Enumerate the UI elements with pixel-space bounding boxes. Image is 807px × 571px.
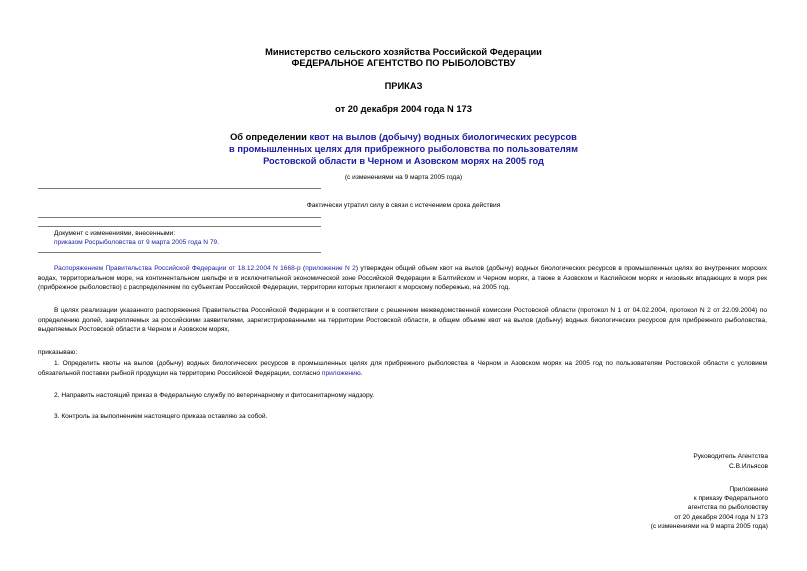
appendix-line-4: от 20 декабря 2004 года N 173: [674, 514, 768, 521]
appendix-2-link[interactable]: приложение N 2: [305, 265, 356, 272]
changes-link[interactable]: приказом Росрыболовства от 9 марта 2005 года N 79.: [54, 239, 219, 246]
divider: [38, 226, 321, 227]
paragraph-1-text: ) утвержден общий объем квот на вылов (добычу) водных биологических ресурсов в промышленных целях во внутренних морских водах, территориальном море, на континентальном шельфе и в исключительной экономической зоне Российской Федерации в Балтийском и Черном морях, а также в Азовском и Каспийском морях и низовьях впадающих в моря рек (прибрежное рыболовство) с распределением по субъектам Российской Федерации, территории которых прилегают к морскому побережью, на 2005 год.: [38, 265, 767, 292]
title-quota-link[interactable]: квот на вылов (добычу) водных биологических ресурсов: [309, 132, 577, 142]
amendment-note: (с изменениями на 9 марта 2005 года): [344, 174, 463, 181]
appendix-line-3: агентства по рыболовству: [687, 504, 768, 511]
title-line-3[interactable]: Ростовской области в Черном и Азовском морях на 2005 год: [263, 156, 544, 166]
document-type: ПРИКАЗ: [384, 81, 423, 91]
signature-name: С.В.Ильясов: [729, 463, 768, 470]
title-line-2[interactable]: в промышленных целях для прибрежного рыболовства по пользователям: [229, 144, 578, 154]
document-title: [0, 131, 807, 167]
order-word: приказываю:: [38, 349, 78, 356]
appendix-line-2: к приказу Федерального: [693, 495, 768, 502]
signature-position: Руководитель Агентства: [693, 453, 768, 460]
ministry-name: Министерство сельского хозяйства Российской Федерации: [265, 47, 542, 57]
paragraph-1: [38, 264, 767, 293]
appendix-line-5: (с изменениями на 9 марта 2005 года): [650, 523, 768, 530]
status-note: Фактически утратил силу в связи с истечением срока действия: [306, 202, 501, 209]
title-prefix: Об определении: [230, 132, 310, 142]
divider: [38, 217, 321, 218]
paren: (: [300, 265, 306, 272]
government-order-link[interactable]: Распоряжением Правительства Российской Федерации от 18.12.2004 N 1668-р: [54, 265, 301, 272]
appendix-line-1: Приложение: [729, 486, 768, 493]
document-date: от 20 декабря 2004 года N 173: [335, 104, 472, 114]
item-1-end: .: [360, 369, 363, 377]
appendix-link[interactable]: приложению: [321, 369, 361, 377]
paragraph-2: В целях реализации указанного распоряжения Правительства Российской Федерации и в соответствии с решением межведомственной комиссии Ростовской области (протокол N 1 от 04.02.2004, протокол N 2 от 22.09.2004) по определению долей, закрепляемых за российскими заявителями, зарегистрированными на территории Ростовской области, в общем объеме квот на вылов (добычу) водных биологических ресурсов для прибрежного рыболовства, выделяемых Ростовской области в Черном и Азовском морях,: [38, 307, 767, 334]
item-2: 2. Направить настоящий приказ в Федеральную службу по ветеринарному и фитосанитарному надзору.: [54, 392, 375, 399]
changes-label: Документ с изменениями, внесенными:: [54, 230, 176, 237]
item-3: 3. Контроль за выполнением настоящего приказа оставляю за собой.: [54, 413, 268, 420]
item-1: [38, 359, 767, 378]
item-1-text: 1. Определить квоты на вылов (добычу) водных биологических ресурсов в промышленных целях для прибрежного рыболовства в Черном и Азовском морях на 2005 год по пользователям Ростовской области с условием обязательной поставки рыбной продукции на территорию Российской Федерации, согласно: [38, 360, 767, 377]
agency-name: ФЕДЕРАЛЬНОЕ АГЕНТСТВО ПО РЫБОЛОВСТВУ: [291, 58, 516, 68]
divider: [38, 252, 321, 253]
divider: [38, 188, 321, 189]
